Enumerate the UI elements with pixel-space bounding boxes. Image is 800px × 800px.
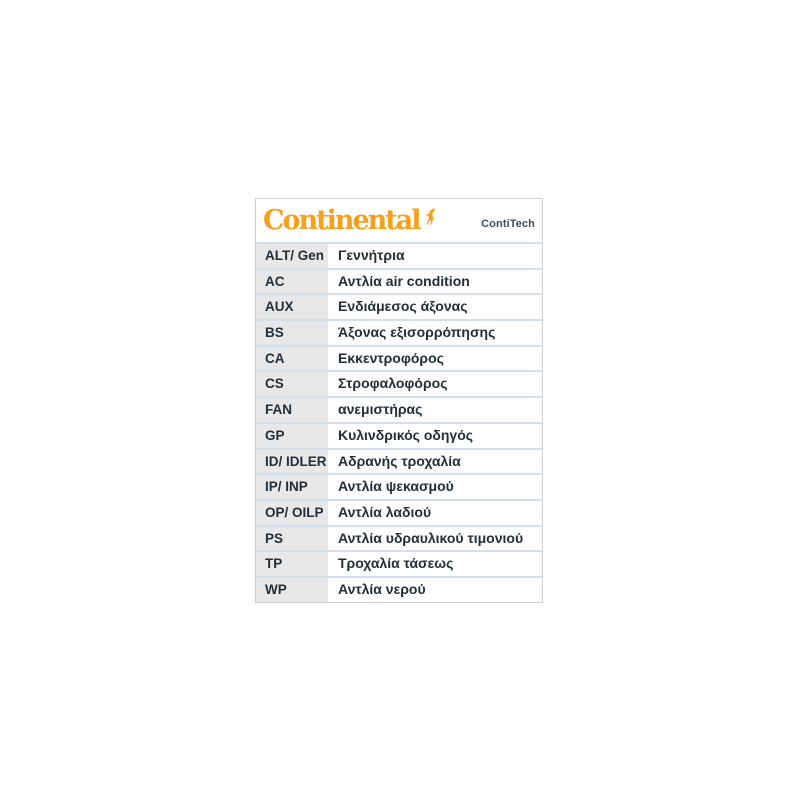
description-cell: Αδρανής τροχαλία bbox=[338, 452, 461, 469]
abbreviation-cell: ID/ IDLER bbox=[256, 450, 328, 474]
abbreviation-cell: PS bbox=[256, 527, 328, 551]
table-row bbox=[256, 242, 542, 268]
table-row bbox=[256, 525, 542, 551]
description-cell: Ενδιάμεσος άξονας bbox=[338, 298, 468, 315]
description-cell: Άξονας εξισορρόπησης bbox=[338, 324, 496, 341]
abbreviation-cell: ALT/ Gen bbox=[256, 244, 328, 268]
table-row bbox=[256, 473, 542, 499]
card-header bbox=[256, 199, 542, 242]
abbreviation-cell: OP/ OILP bbox=[256, 501, 328, 525]
glossary-table bbox=[256, 242, 542, 602]
abbreviation-cell: IP/ INP bbox=[256, 475, 328, 499]
table-row bbox=[256, 319, 542, 345]
abbreviation-cell: WP bbox=[256, 578, 328, 602]
glossary-card bbox=[255, 198, 543, 603]
table-row bbox=[256, 576, 542, 602]
continental-logo-text: Continental bbox=[263, 204, 420, 236]
table-row bbox=[256, 370, 542, 396]
abbreviation-cell: CA bbox=[256, 347, 328, 371]
abbreviation-cell: FAN bbox=[256, 398, 328, 422]
table-row bbox=[256, 268, 542, 294]
abbreviation-cell: AC bbox=[256, 270, 328, 294]
description-cell: Αντλία νερού bbox=[338, 580, 426, 597]
abbreviation-cell: BS bbox=[256, 321, 328, 345]
abbreviation-cell: CS bbox=[256, 372, 328, 396]
description-cell: Στροφαλοφόρος bbox=[338, 375, 448, 392]
table-row bbox=[256, 448, 542, 474]
table-row bbox=[256, 345, 542, 371]
abbreviation-cell: GP bbox=[256, 424, 328, 448]
table-row bbox=[256, 499, 542, 525]
description-cell: Αντλία λαδιού bbox=[338, 503, 432, 520]
table-row bbox=[256, 422, 542, 448]
continental-logo bbox=[263, 206, 439, 236]
rearing-horse-icon bbox=[423, 207, 439, 228]
description-cell: Αντλία air condition bbox=[338, 272, 470, 289]
description-cell: Γεννήτρια bbox=[338, 247, 405, 263]
description-cell: Αντλία ψεκασμού bbox=[338, 478, 454, 495]
table-row bbox=[256, 550, 542, 576]
table-row bbox=[256, 396, 542, 422]
abbreviation-cell: AUX bbox=[256, 295, 328, 319]
table-row bbox=[256, 293, 542, 319]
contitech-label: ContiTech bbox=[481, 217, 535, 230]
description-cell: Εκκεντροφόρος bbox=[338, 349, 444, 366]
abbreviation-cell: TP bbox=[256, 552, 328, 576]
description-cell: ανεμιστήρας bbox=[338, 401, 423, 418]
description-cell: Αντλία υδραυλικού τιμονιού bbox=[338, 529, 524, 546]
description-cell: Κυλινδρικός οδηγός bbox=[338, 426, 474, 443]
description-cell: Τροχαλία τάσεως bbox=[338, 555, 454, 572]
